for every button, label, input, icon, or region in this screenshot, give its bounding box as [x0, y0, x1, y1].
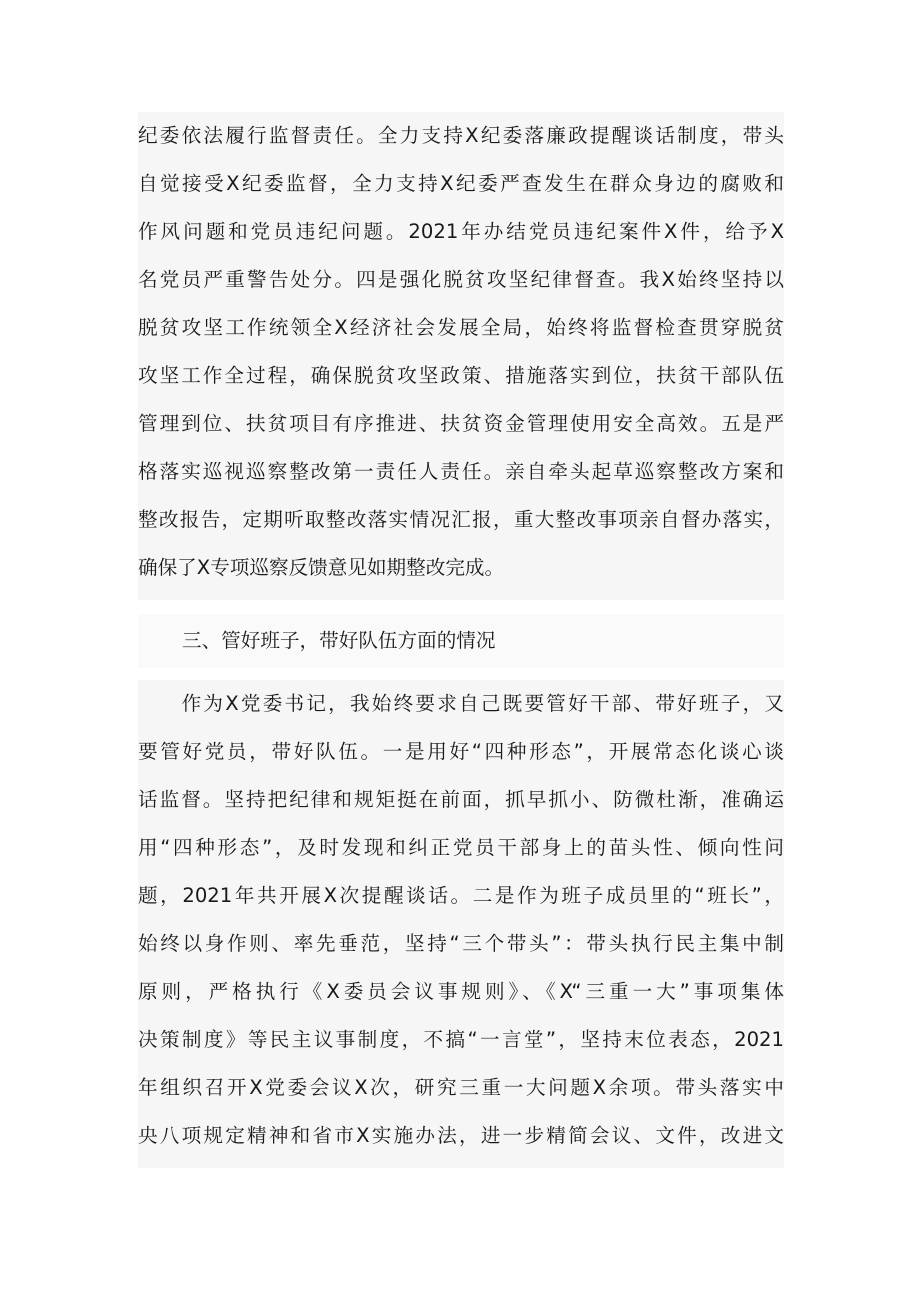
paragraph-team-management	[138, 680, 784, 1168]
text-line: 用“四种形态”，及时发现和纠正党员干部身上的苗头性、倾向性问	[138, 836, 784, 859]
text-line: 管理到位、扶贫项目有序推进、扶贫资金管理使用安全高效。五是严	[138, 412, 784, 435]
text-line: 题，2021年共开展X次提醒谈话。二是作为班子成员里的“班长”，	[138, 884, 784, 907]
paragraph-discipline-supervision	[138, 112, 784, 600]
text-line: 名党员严重警告处分。四是强化脱贫攻坚纪律督查。我X始终坚持以	[138, 268, 784, 291]
text-line: 要管好党员，带好队伍。一是用好“四种形态”，开展常态化谈心谈	[138, 740, 784, 763]
text-line: 整改报告，定期听取整改落实情况汇报，重大整改事项亲自督办落实，	[138, 508, 784, 531]
text-line: 格落实巡视巡察整改第一责任人责任。亲自牵头起草巡察整改方案和	[138, 460, 784, 483]
text-line: 纪委依法履行监督责任。全力支持X纪委落廉政提醒谈话制度，带头	[138, 124, 784, 147]
section-heading: 三、管好班子，带好队伍方面的情况	[182, 629, 496, 652]
text-line: 原则，严格执行《X委员会议事规则》、《X“三重一大”事项集体	[138, 980, 784, 1003]
text-line: 攻坚工作全过程，确保脱贫攻坚政策、措施落实到位，扶贫干部队伍	[138, 364, 784, 387]
section-heading-block	[138, 614, 784, 668]
text-line: 自觉接受X纪委监督，全力支持X纪委严查发生在群众身边的腐败和	[138, 172, 784, 195]
text-line: 确保了X专项巡察反馈意见如期整改完成。	[138, 556, 505, 579]
text-line: 作风问题和党员违纪问题。2021年办结党员违纪案件X件，给予X	[138, 220, 784, 243]
text-line: 始终以身作则、率先垂范，坚持“三个带头”：带头执行民主集中制	[138, 932, 784, 955]
text-line: 央八项规定精神和省市X实施办法，进一步精简会议、文件，改进文	[138, 1124, 784, 1147]
text-line: 决策制度》等民主议事制度，不搞“一言堂”，坚持末位表态，2021	[138, 1028, 784, 1051]
text-line: 作为X党委书记，我始终要求自己既要管好干部、带好班子，又	[138, 692, 784, 715]
text-line: 年组织召开X党委会议X次，研究三重一大问题X余项。带头落实中	[138, 1076, 784, 1099]
text-line: 脱贫攻坚工作统领全X经济社会发展全局，始终将监督检查贯穿脱贫	[138, 316, 784, 339]
text-line: 话监督。坚持把纪律和规矩挺在前面，抓早抓小、防微杜渐，准确运	[138, 788, 784, 811]
